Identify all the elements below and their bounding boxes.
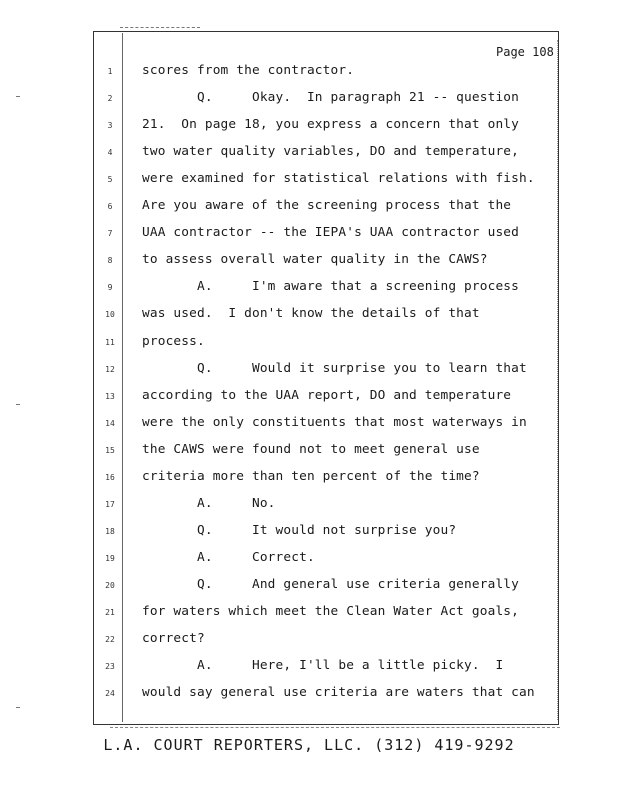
transcript-line: [0, 604, 618, 631]
transcript-line: [0, 442, 618, 469]
transcript-line: [0, 577, 618, 604]
transcript-line: [0, 415, 618, 442]
line-number: 6: [107, 202, 113, 212]
line-text: were examined for statistical relations with fish.: [142, 171, 535, 187]
line-number: 8: [107, 256, 113, 266]
line-text: according to the UAA report, DO and temperature: [142, 387, 512, 403]
line-text: process.: [142, 333, 205, 349]
line-text: scores from the contractor.: [142, 63, 355, 78]
page-number: Page 108: [496, 45, 554, 59]
line-text: were the only constituents that most waterways in: [142, 414, 527, 430]
line-text: was used. I don't know the details of that: [142, 306, 480, 322]
transcript-line: [0, 685, 618, 712]
line-text: A. No.: [142, 495, 276, 511]
line-number: 13: [105, 391, 115, 401]
line-number: 22: [105, 635, 115, 645]
line-number: 10: [105, 310, 115, 320]
transcript-line: [0, 334, 618, 361]
line-number: 1: [107, 67, 113, 76]
line-number: 14: [105, 418, 115, 428]
transcript-line: [0, 171, 618, 198]
line-number: 5: [107, 175, 113, 185]
line-text: Q. And general use criteria generally: [142, 576, 520, 592]
line-number: 4: [107, 148, 113, 158]
transcript-line: [0, 496, 618, 523]
line-text: correct?: [142, 631, 205, 647]
transcript-line: [0, 523, 618, 550]
transcript-line: [0, 198, 618, 225]
transcript-line: [0, 225, 618, 252]
line-text: Q. It would not surprise you?: [142, 522, 457, 538]
line-text: A. I'm aware that a screening process: [142, 279, 520, 295]
line-number: 3: [107, 121, 113, 131]
line-text: Q. Okay. In paragraph 21 -- question: [142, 90, 520, 106]
bottom-edge-rule: [110, 727, 560, 728]
line-number: 21: [105, 608, 115, 617]
line-number: 15: [105, 445, 115, 455]
transcript-line: [0, 658, 618, 685]
transcript-line: [0, 361, 618, 388]
line-text: UAA contractor -- the IEPA's UAA contractor used: [142, 225, 520, 241]
line-number: 2: [107, 94, 113, 104]
line-text: Q. Would it surprise you to learn that: [142, 360, 527, 376]
court-reporter-footer: L.A. COURT REPORTERS, LLC. (312) 419-9292: [103, 736, 515, 754]
line-text: would say general use criteria are waters that can: [142, 685, 535, 701]
line-text: criteria more than ten percent of the time?: [142, 468, 480, 484]
line-number: 24: [105, 689, 115, 699]
line-number: 23: [105, 662, 115, 672]
line-text: Are you aware of the screening process that the: [142, 198, 512, 214]
transcript-line: [0, 117, 618, 144]
line-text: the CAWS were found not to meet general use: [142, 441, 480, 457]
transcript-line: [0, 63, 618, 90]
line-number: 20: [105, 580, 115, 590]
line-number: 9: [107, 283, 113, 293]
transcript-line: [0, 252, 618, 279]
line-text: 21. On page 18, you express a concern that only: [142, 117, 520, 133]
line-number: 17: [105, 499, 115, 509]
transcript-line: [0, 469, 618, 496]
line-text: two water quality variables, DO and temperature,: [142, 144, 520, 160]
line-number: 16: [105, 472, 115, 482]
line-number: 12: [105, 364, 115, 374]
transcript-line: [0, 279, 618, 306]
transcript-line: [0, 144, 618, 171]
top-edge-rule: [120, 27, 200, 28]
line-text: for waters which meet the Clean Water Act goals,: [142, 604, 520, 619]
transcript-line: [0, 90, 618, 117]
transcript-line: [0, 388, 618, 415]
line-number: 7: [107, 229, 113, 239]
line-text: A. Here, I'll be a little picky. I: [142, 658, 504, 674]
transcript-line: [0, 631, 618, 658]
line-number: 11: [105, 337, 115, 347]
line-text: to assess overall water quality in the CAWS?: [142, 252, 488, 268]
line-text: A. Correct.: [142, 549, 315, 565]
transcript-line: [0, 550, 618, 577]
transcript-line: [0, 306, 618, 333]
line-number: 18: [105, 526, 115, 536]
line-number: 19: [105, 553, 115, 563]
